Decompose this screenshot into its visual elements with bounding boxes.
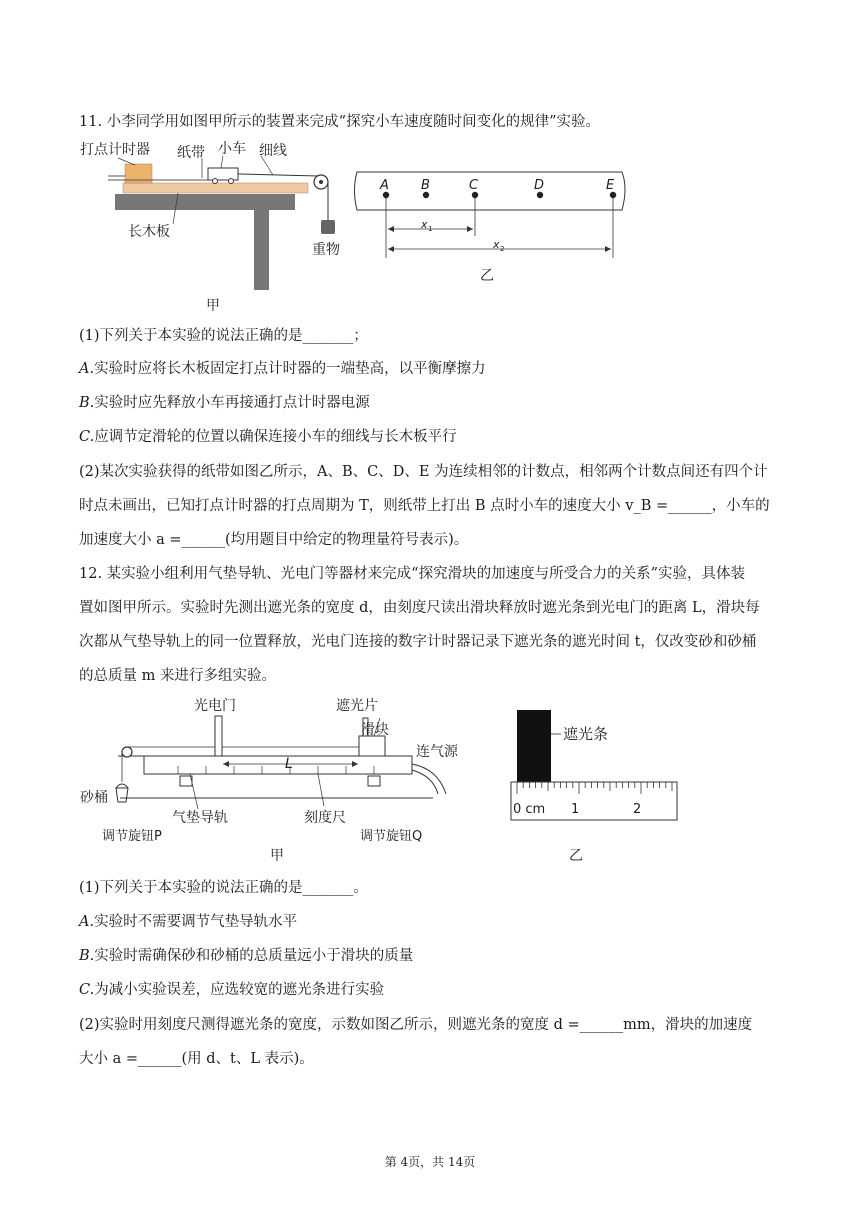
q11-part2-line2: 时点未画出，已知打点计时器的打点周期为 T，则纸带上打出 B 点时小车的速度大小 v_B =______，小车的 [79, 498, 770, 514]
label-x1-sub: 1 [428, 225, 433, 233]
q12-part2-line1: (2)实验时用刻度尺测得遮光条的宽度，示数如图乙所示，则遮光条的宽度 d =______mm，滑块的加速度 [79, 1017, 753, 1033]
label-string: 细线 [259, 143, 287, 159]
figure-caption-yi-12: 乙 [569, 848, 583, 864]
point-C: C [469, 178, 479, 193]
q12-figure-airtrack [78, 694, 478, 864]
q12-stem-line3: 次都从气垫导轨上的同一位置释放，光电门连接的数字计时器记录下遮光条的遮光时间 t，仅改变砂和砂桶 [79, 634, 757, 650]
label-board: 长木板 [128, 224, 170, 240]
label-L: L [285, 756, 293, 772]
q12-option-a: A.实验时不需要调节气垫导轨水平 [79, 914, 298, 930]
label-bucket: 砂桶 [80, 790, 108, 806]
label-photogate: 光电门 [194, 698, 236, 714]
label-strip: 遮光条 [563, 725, 609, 743]
tick-1: 1 [571, 802, 580, 817]
q12-part1: (1)下列关于本实验的说法正确的是_______。 [79, 880, 368, 896]
label-air-track: 气垫导轨 [172, 810, 228, 826]
q11-option-a: A.实验时应将长木板固定打点计时器的一端垫高，以平衡摩擦力 [79, 361, 486, 377]
figure-caption-yi: 乙 [480, 268, 494, 284]
label-weight: 重物 [312, 242, 340, 258]
label-x2: x [493, 238, 500, 251]
q11-stem: 11. 小李同学用如图甲所示的装置来完成“探究小车速度随时间变化的规律”实验。 [79, 114, 600, 130]
figure-caption-jia: 甲 [206, 298, 220, 314]
point-E: E [606, 178, 615, 193]
label-tape: 纸带 [177, 145, 205, 161]
label-ruler: 刻度尺 [304, 810, 346, 826]
page-footer: 第 4页，共 14页 [384, 1155, 476, 1169]
q12-figure-ruler [505, 702, 685, 868]
q11-part2-line3: 加速度大小 a =______(均用题目中给定的物理量符号表示)。 [79, 532, 469, 548]
label-x2-sub: 2 [500, 245, 505, 253]
tick-2: 2 [633, 802, 642, 817]
q12-stem-line4: 的总质量 m 来进行多组实验。 [79, 668, 276, 684]
q11-part1: (1)下列关于本实验的说法正确的是_______； [79, 328, 368, 344]
q12-part2-line2: 大小 a =______(用 d、t、L 表示)。 [79, 1051, 314, 1067]
q12-option-c: C.为减小实验误差，应选较宽的遮光条进行实验 [79, 982, 385, 998]
tick-0cm: 0 cm [513, 802, 546, 817]
label-x1: x [421, 218, 428, 231]
label-slider: 滑块 [361, 722, 389, 738]
q11-figure-tape [352, 170, 632, 290]
label-timer: 打点计时器 [80, 142, 150, 158]
label-cart: 小车 [218, 141, 246, 157]
label-air-source: 连气源 [416, 744, 458, 760]
q11-figure-apparatus [78, 138, 348, 318]
label-knob-p: 调节旋钮P [102, 829, 162, 844]
point-D: D [534, 178, 545, 193]
point-B: B [421, 178, 430, 193]
figure-caption-jia-12: 甲 [270, 848, 284, 864]
q12-option-b: B.实验时需确保砂和砂桶的总质量远小于滑块的质量 [79, 948, 414, 964]
q11-option-b: B.实验时应先释放小车再接通打点计时器电源 [79, 395, 370, 411]
q11-option-c: C.应调节定滑轮的位置以确保连接小车的细线与长木板平行 [79, 429, 457, 445]
q12-stem-line2: 置如图甲所示。实验时先测出遮光条的宽度 d，由刻度尺读出滑块释放时遮光条到光电门的距离 L，滑块每 [79, 600, 760, 616]
point-A: A [380, 178, 389, 193]
q12-stem-line1: 12. 某实验小组利用气垫导轨、光电门等器材来完成“探究滑块的加速度与所受合力的关系”实验，具体装 [79, 566, 745, 582]
label-knob-q: 调节旋钮Q [360, 829, 423, 844]
q11-part2-line1: (2)某次实验获得的纸带如图乙所示，A、B、C、D、E 为连续相邻的计数点，相邻两个计数点间还有四个计 [79, 464, 768, 480]
label-shade: 遮光片 [336, 698, 378, 714]
